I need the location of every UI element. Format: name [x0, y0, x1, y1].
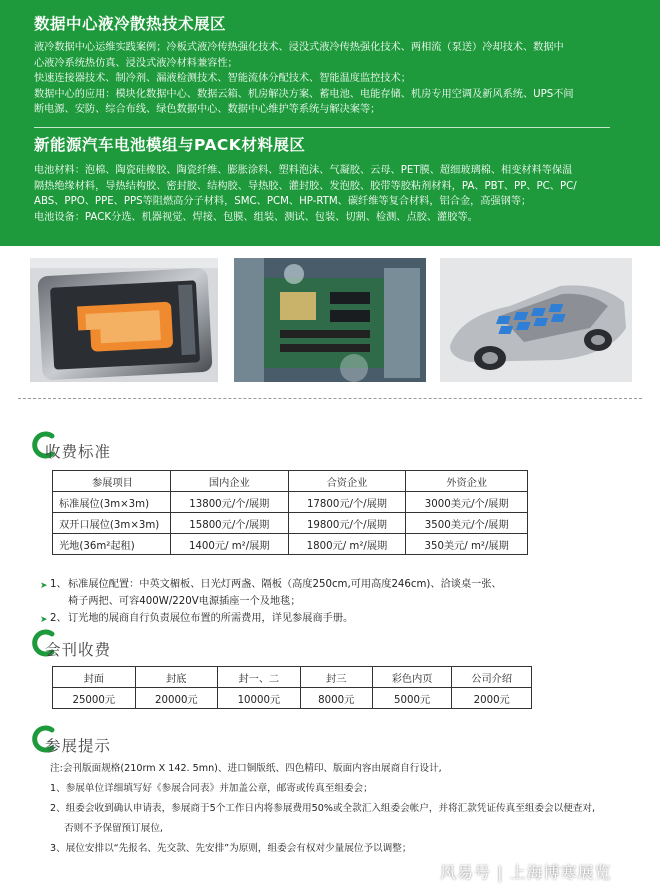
table-cell: 2000元 — [452, 688, 532, 709]
table-header: 国内企业 — [170, 471, 288, 492]
table-row — [53, 492, 528, 513]
table-cell: 标准展位(3m×3m) — [53, 492, 171, 513]
table-cell: 光地(36m²起租) — [53, 534, 171, 555]
fees-table — [52, 470, 528, 555]
tip-line: 1、参展单位详细填写好《参展合同表》并加盖公章，邮寄或传真至组委会； — [50, 783, 373, 794]
table-header: 外资企业 — [406, 471, 528, 492]
table-cell: 13800元/个/展期 — [170, 492, 288, 513]
table-cell: 8000元 — [300, 688, 372, 709]
zone-line: ABS、PPO、PPE、PPS等阻燃高分子材料，SMC、PCM、HP-RTM、碳纤维等复合材料，铝合金，高强钢等； — [34, 196, 532, 208]
table-cell: 1800元/ m²/展期 — [288, 534, 406, 555]
arrow-bullet-icon: ➤ — [40, 615, 48, 625]
zone-title-liquid-cooling: 数据中心液冷散热技术展区 — [34, 15, 227, 33]
note-number: 2、 — [50, 613, 67, 624]
table-header: 彩色内页 — [372, 667, 452, 688]
table-cell: 1400元/ m²/展期 — [170, 534, 288, 555]
note-line: 椅子两把、可容400W/220V电源插座一个及地毯； — [68, 596, 301, 607]
table-cell: 15800元/个/展期 — [170, 513, 288, 534]
note-number: 1、 — [50, 579, 67, 590]
table-cell: 20000元 — [135, 688, 218, 709]
zone-line: 断电源、安防、综合布线、绿色数据中心、数据中心维护等系统与解决案等； — [34, 104, 381, 116]
table-cell: 350美元/ m²/展期 — [406, 534, 528, 555]
zone-line: 电池设备：PACK分选、机器视觉、焊接、包膜、组装、测试、包装、切割、检测、点胶、灌胶等。 — [34, 211, 478, 223]
table-row — [53, 513, 528, 534]
section-divider — [18, 398, 642, 399]
table-cell: 5000元 — [372, 688, 452, 709]
ads-price-table — [52, 666, 532, 709]
table-header: 封面 — [53, 667, 136, 688]
zone-line: 隔热绝缘材料，导热结构胶、密封胶、结构胶、导热胶、灌封胶、发泡胶、胶带等胶粘剂材料，PA、PBT、PP、PC、PC/ — [34, 180, 577, 192]
table-row — [53, 688, 532, 709]
zone-line: 液冷数据中心运维实践案例；冷板式液冷传热强化技术、浸没式液冷传热强化技术、两相流（泵送）冷却技术、数据中 — [34, 42, 564, 53]
table-cell: 25000元 — [53, 688, 136, 709]
tips-list — [50, 759, 650, 859]
table-cell: 19800元/个/展期 — [288, 513, 406, 534]
zone-line: 快速连接器技术、制冷剂、漏液检测技术、智能流体分配技术、智能温度监控技术； — [34, 73, 411, 85]
table-header-row — [53, 667, 532, 688]
exhibit-zones-banner — [0, 0, 660, 246]
tips-title: 参展提示 — [45, 737, 112, 755]
fees-notes — [40, 576, 640, 627]
table-cell: 3000美元/个/展期 — [406, 492, 528, 513]
table-header: 公司介绍 — [452, 667, 532, 688]
table-header: 合资企业 — [288, 471, 406, 492]
note-line: 标准展位配置：中英文楣板、日光灯两盏、隔板（高度250cm,可用高度246cm)、洽谈桌一张、 — [68, 579, 502, 590]
tip-line: 否则不予保留预订展位, — [64, 823, 163, 834]
table-header: 参展项目 — [53, 471, 171, 492]
phone-cooling-photo — [30, 258, 218, 382]
zone-line: 数据中心的应用：模块化数据中心、数据云箱、机房解决方案、蓄电池、电能存储、机房专用空调及新风系统、UPS不间 — [34, 88, 574, 100]
table-header: 封三 — [300, 667, 372, 688]
photo-strip — [30, 258, 632, 382]
source-watermark: 风易号 | 上海博寒展览 — [440, 863, 612, 882]
ads-title: 会刊收费 — [45, 641, 112, 659]
zone-line: 心液冷系统热仿真、浸没式液冷材料兼容性； — [34, 57, 238, 69]
zone-line: 电池材料：泡棉、陶瓷硅橡胶、陶瓷纤维、膨胀涂料、塑料泡沫、气凝胶、云母、PET膜、超细玻璃棉、相变材料等保温 — [34, 164, 573, 176]
table-header: 封底 — [135, 667, 218, 688]
table-cell: 10000元 — [218, 688, 301, 709]
table-cell: 3500美元/个/展期 — [406, 513, 528, 534]
fees-title: 收费标准 — [45, 443, 112, 461]
table-cell: 17800元/个/展期 — [288, 492, 406, 513]
ev-battery-car-photo — [440, 258, 632, 382]
note-line: 订光地的展商自行负责展位布置的所需费用，详见参展商手册。 — [68, 613, 354, 624]
tip-line: 3、展位安排以“先报名、先交款、先安排”为原则，组委会有权对少量展位予以调整； — [50, 843, 412, 854]
table-cell: 双开口展位(3m×3m) — [53, 513, 171, 534]
note-item — [40, 610, 640, 627]
zone-title-battery-pack: 新能源汽车电池模组与PACK材料展区 — [34, 135, 306, 154]
arrow-bullet-icon: ➤ — [40, 581, 48, 591]
table-header: 封一、二 — [218, 667, 301, 688]
server-board-photo — [234, 258, 426, 382]
table-header-row — [53, 471, 528, 492]
tip-line: 注:会刊版面规格(210rm X 142. 5mn)、进口铜版纸、四色精印、版面内容由展商自行设计, — [50, 763, 442, 774]
banner-divider — [34, 127, 610, 128]
note-item — [40, 576, 640, 610]
table-row — [53, 534, 528, 555]
tip-line: 2、组委会收到确认申请表，参展商于5个工作日内将参展费用50%或全款汇入组委会帐户，并将汇款凭证传真至组委会以便查对, — [50, 803, 596, 814]
